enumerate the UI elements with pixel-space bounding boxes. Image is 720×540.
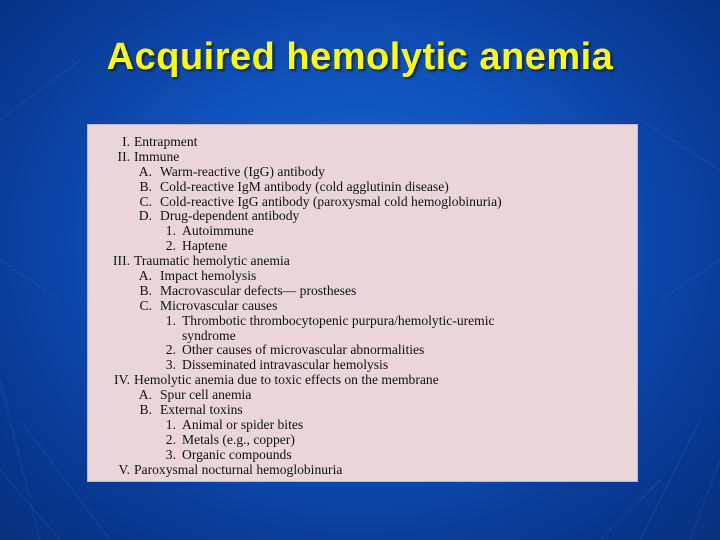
outline-item	[88, 358, 637, 373]
outline-item-text: Autoimmune	[182, 223, 254, 239]
outline-item-label: C.	[139, 297, 152, 313]
outline-item	[88, 195, 637, 210]
outline-item-text: Hemolytic anemia due to toxic effects on the membrane	[134, 372, 439, 388]
outline-item-label: 2.	[165, 431, 176, 447]
outline-item-label: A.	[138, 387, 152, 403]
outline-item-label: II.	[117, 148, 130, 164]
outline-item-label: A.	[138, 163, 152, 179]
outline-item-text: Organic compounds	[182, 446, 292, 462]
outline-item	[88, 448, 637, 463]
outline-item	[88, 373, 637, 388]
slide-title: Acquired hemolytic anemia	[106, 36, 614, 78]
outline-item	[88, 433, 637, 448]
outline-item-text: Metals (e.g., copper)	[182, 431, 295, 447]
outline-item	[88, 463, 637, 478]
outline-item-text: Disseminated intravascular hemolysis	[182, 357, 389, 373]
outline-item-label: IV.	[114, 372, 130, 388]
outline-item	[88, 209, 637, 224]
outline-item-label: 3.	[165, 446, 176, 462]
outline-item	[88, 150, 637, 165]
outline-item	[88, 239, 637, 254]
outline-item	[88, 269, 637, 284]
outline-item-text: Paroxysmal nocturnal hemoglobinuria	[134, 461, 343, 477]
outline-item-text: Animal or spider bites	[182, 416, 304, 432]
outline-item-label: A.	[138, 268, 152, 284]
outline-item-text: Macrovascular defects— prostheses	[160, 282, 357, 298]
outline-item-text: Spur cell anemia	[160, 387, 252, 403]
outline-item-label: B.	[139, 178, 152, 194]
outline-item-text: Cold-reactive IgM antibody (cold agglutinin disease)	[160, 178, 449, 194]
outline-item	[88, 329, 637, 344]
outline-panel	[88, 125, 637, 481]
outline-item	[88, 418, 637, 433]
outline-item-label: 1.	[165, 223, 176, 239]
outline-item-label: D.	[138, 208, 152, 224]
outline-item-text: Thrombotic thrombocytopenic purpura/hemolytic-uremic	[182, 312, 495, 328]
outline-item	[88, 314, 637, 329]
outline-item	[88, 254, 637, 269]
outline-item	[88, 135, 637, 150]
outline-item-label: III.	[113, 253, 130, 269]
outline-item	[88, 403, 637, 418]
outline-item-label: 3.	[165, 357, 176, 373]
outline-item-text: Warm-reactive (IgG) antibody	[160, 163, 325, 179]
outline-item-label: B.	[139, 282, 152, 298]
outline-item	[88, 299, 637, 314]
outline-item-label: 2.	[165, 238, 176, 254]
outline-item-label: C.	[139, 193, 152, 209]
outline-item-label: I.	[122, 134, 130, 149]
outline-item	[88, 224, 637, 239]
outline-item	[88, 180, 637, 195]
outline-item-text: Traumatic hemolytic anemia	[134, 253, 290, 269]
outline-item	[88, 165, 637, 180]
outline-item	[88, 388, 637, 403]
outline-item-label: B.	[139, 402, 152, 418]
outline-item-text: Entrapment	[134, 134, 198, 149]
outline-item-text: Cold-reactive IgG antibody (paroxysmal cold hemoglobinuria)	[160, 193, 502, 209]
outline-item-label: V.	[118, 461, 130, 477]
outline-item-text: Drug-dependent antibody	[160, 208, 300, 224]
outline-item-text: External toxins	[160, 402, 243, 418]
outline-item-text: Impact hemolysis	[160, 268, 257, 284]
outline-item-text: syndrome	[182, 327, 236, 343]
outline-item-text: Haptene	[182, 238, 228, 254]
outline-item	[88, 343, 637, 358]
outline-item-label: 1.	[165, 416, 176, 432]
outline-item-label: 2.	[165, 342, 176, 358]
outline-item-text: Microvascular causes	[160, 297, 278, 313]
outline-item-text: Immune	[134, 148, 180, 164]
outline-item-label: 1.	[165, 312, 176, 328]
outline-item	[88, 284, 637, 299]
outline-item-text: Other causes of microvascular abnormalities	[182, 342, 425, 358]
